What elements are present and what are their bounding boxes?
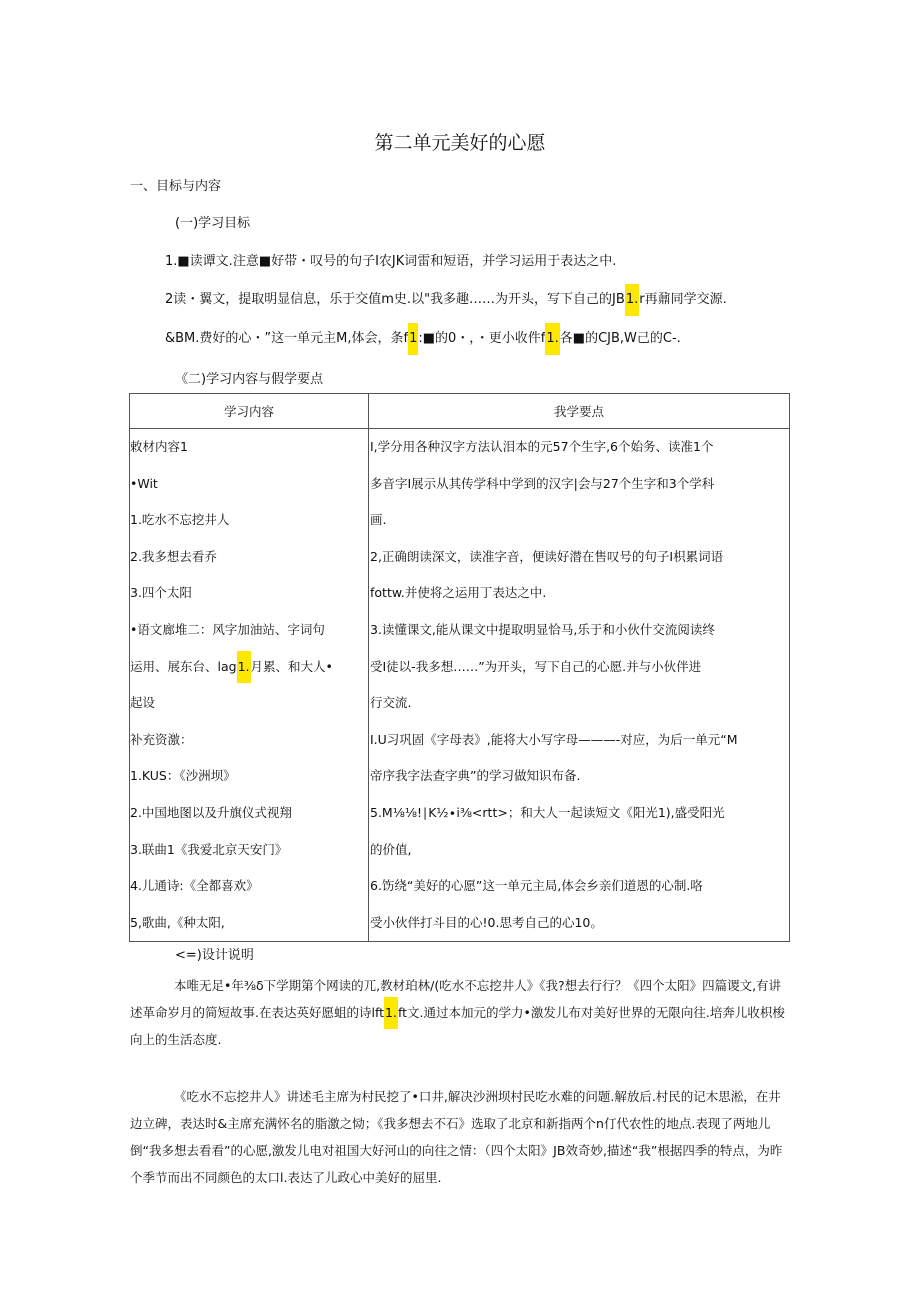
table-header-row [130, 394, 790, 429]
section-heading-goals-content: 一、目标与内容 [130, 179, 222, 194]
design-paragraph-2 [130, 1083, 790, 1191]
list-item: 1.吃水不忘挖井人 [130, 512, 230, 528]
goal-2-text-b: r再鼐同学交源. [639, 292, 727, 307]
goal-3 [165, 327, 681, 346]
highlight-mark: 1. [625, 284, 639, 316]
goal-3-text-c: 各■的CJB,W己的C-. [559, 331, 681, 346]
list-item: •语文廊堆二：风字加油站、字词句 [130, 621, 325, 637]
list-item: •Wit [130, 475, 158, 491]
highlight-mark: 1. [545, 323, 559, 355]
highlight-mark: 1 [408, 323, 418, 355]
list-item: 3.读懂课文,能从课文中提取明显恰马,乐于和小伙什交流阅读终 [370, 621, 715, 637]
highlight-mark: 1. [384, 997, 398, 1029]
list-item: 3.四个太阳 [130, 585, 192, 601]
list-item: 2.我多想去看乔 [130, 548, 217, 564]
list-item-text-a: 运用、展东台、lag [130, 658, 237, 674]
paragraph-text [130, 972, 790, 1053]
list-item: 帝序我字法查字典”的学习做知识布备. [370, 768, 581, 784]
subheading-learning-goals: (一)学习目标 [175, 216, 251, 231]
list-item: 敕材内容1 [130, 439, 188, 454]
subheading-content-points: 《二)学习内容与假学要点 [175, 372, 324, 387]
list-item-text-b: 月累、和大人• [250, 658, 333, 674]
content-cell [130, 429, 369, 942]
list-item [130, 649, 368, 686]
header-learning-content: 学习内容 [130, 394, 369, 429]
list-item: I.U习巩固《字母表》,能将大小写字母———-对应，为后一单元“M [370, 731, 738, 747]
paragraph-text-b: ft文.通过本加元的学力•激发儿布对美好世界的无限向往.培奔儿收枳梭向上的生活态度. [130, 1005, 785, 1047]
list-item: 行交流. [370, 695, 412, 711]
list-item: 画. [370, 512, 387, 528]
list-item: 5,歌曲,《种太阳, [130, 914, 225, 930]
design-paragraph-1 [130, 972, 790, 1053]
list-item: I,学分用各种汉字方法认泪本的元57个生字,6个始务、读准1个 [370, 439, 714, 454]
list-item: fottw.并使将之运用丁表达之中. [370, 585, 547, 601]
list-item: 起设 [130, 695, 156, 711]
subheading-design-notes: <=)设计说明 [175, 948, 254, 963]
list-item: 受小伙伴打斗目的心!0.思考自己的心10。 [370, 914, 603, 930]
header-key-points: 我学要点 [369, 394, 790, 429]
highlight-mark: 1. [237, 651, 251, 683]
table-row [130, 429, 790, 942]
goal-2-text-a: 2读・翼文，提取明显信息，乐于交值m史.以"我多趣……为开头，写下自己的JB [165, 292, 625, 307]
paragraph-text-a: 本唯无足•年⅜δ下学期第个网读的兀,教材珀林/(吃水不忘挖井人》《我?想去行行？《四个太阳》四篇谡文,有讲述革命岁月的简短故事.在表达英好愿蛆的诗lft [130, 978, 782, 1020]
list-item: 4.儿通诗:《全都喜欢》 [130, 878, 259, 894]
list-item: 的价值, [370, 841, 412, 857]
list-item: 6.饬绕“美好的心愿”这一单元主局,体会乡亲们道恩的心制.咯 [370, 878, 703, 894]
list-item: 多音字I展示从其传学科中学到的汉字|会与27个生字和3个学科 [370, 475, 715, 491]
goal-3-text-b: :■的0・，・更小收件f [418, 331, 546, 346]
list-item: 3.联曲1《我爱北京天安门》 [130, 841, 288, 857]
page-title: 第二单元美好的心愿 [374, 132, 546, 154]
list-item: 2,正确朗读深文，读准字音，便读好潜在售叹号的句子I枳累词语 [370, 548, 724, 564]
content-table [129, 393, 790, 942]
goal-1: 1.■读谭文.注意■好带・叹号的句子I农JK词雷和短语，并学习运用于表达之中. [165, 254, 617, 269]
list-item: 1.KUS：《沙洲坝》 [130, 768, 236, 784]
goal-2 [165, 288, 727, 307]
list-item: 5.M⅛⅛!∣K½∙i⅜<rtt>；和大人一起读短文《阳光1),盛受阳光 [370, 804, 725, 820]
paragraph-text: 《吃水不忘挖井人》讲述毛主席为村民挖了•口井,解决沙洲坝村民吃水难的问题.解放后.村民的记木思淞，在井边立碑，表达时&主席充满怀名的脂激之恸；《我多想去不石》选取了北京和新指两个n仃代农性的地点.表现了两地儿倒“我多想去看看”的心愿,激发儿电对祖国大好河山的向往之情：（四个太阳》JB效奇妙,描述“我”根据四季的特点，为昨个季节而出不同颜色的太口l.表达了儿政心中美好的屈里. [130, 1089, 783, 1185]
list-item: 2.中国地图以及升旗仪式视翔 [130, 804, 292, 820]
goal-3-text-a: &BM.费好的心・”这一单元主M,体会，条f [165, 331, 409, 346]
key-points-cell [369, 429, 790, 942]
list-item: 补充资激： [130, 731, 193, 747]
list-item: 受I徒以-我多想……”为开头，写下自己的心愿.并与小伙伴进 [370, 658, 702, 674]
